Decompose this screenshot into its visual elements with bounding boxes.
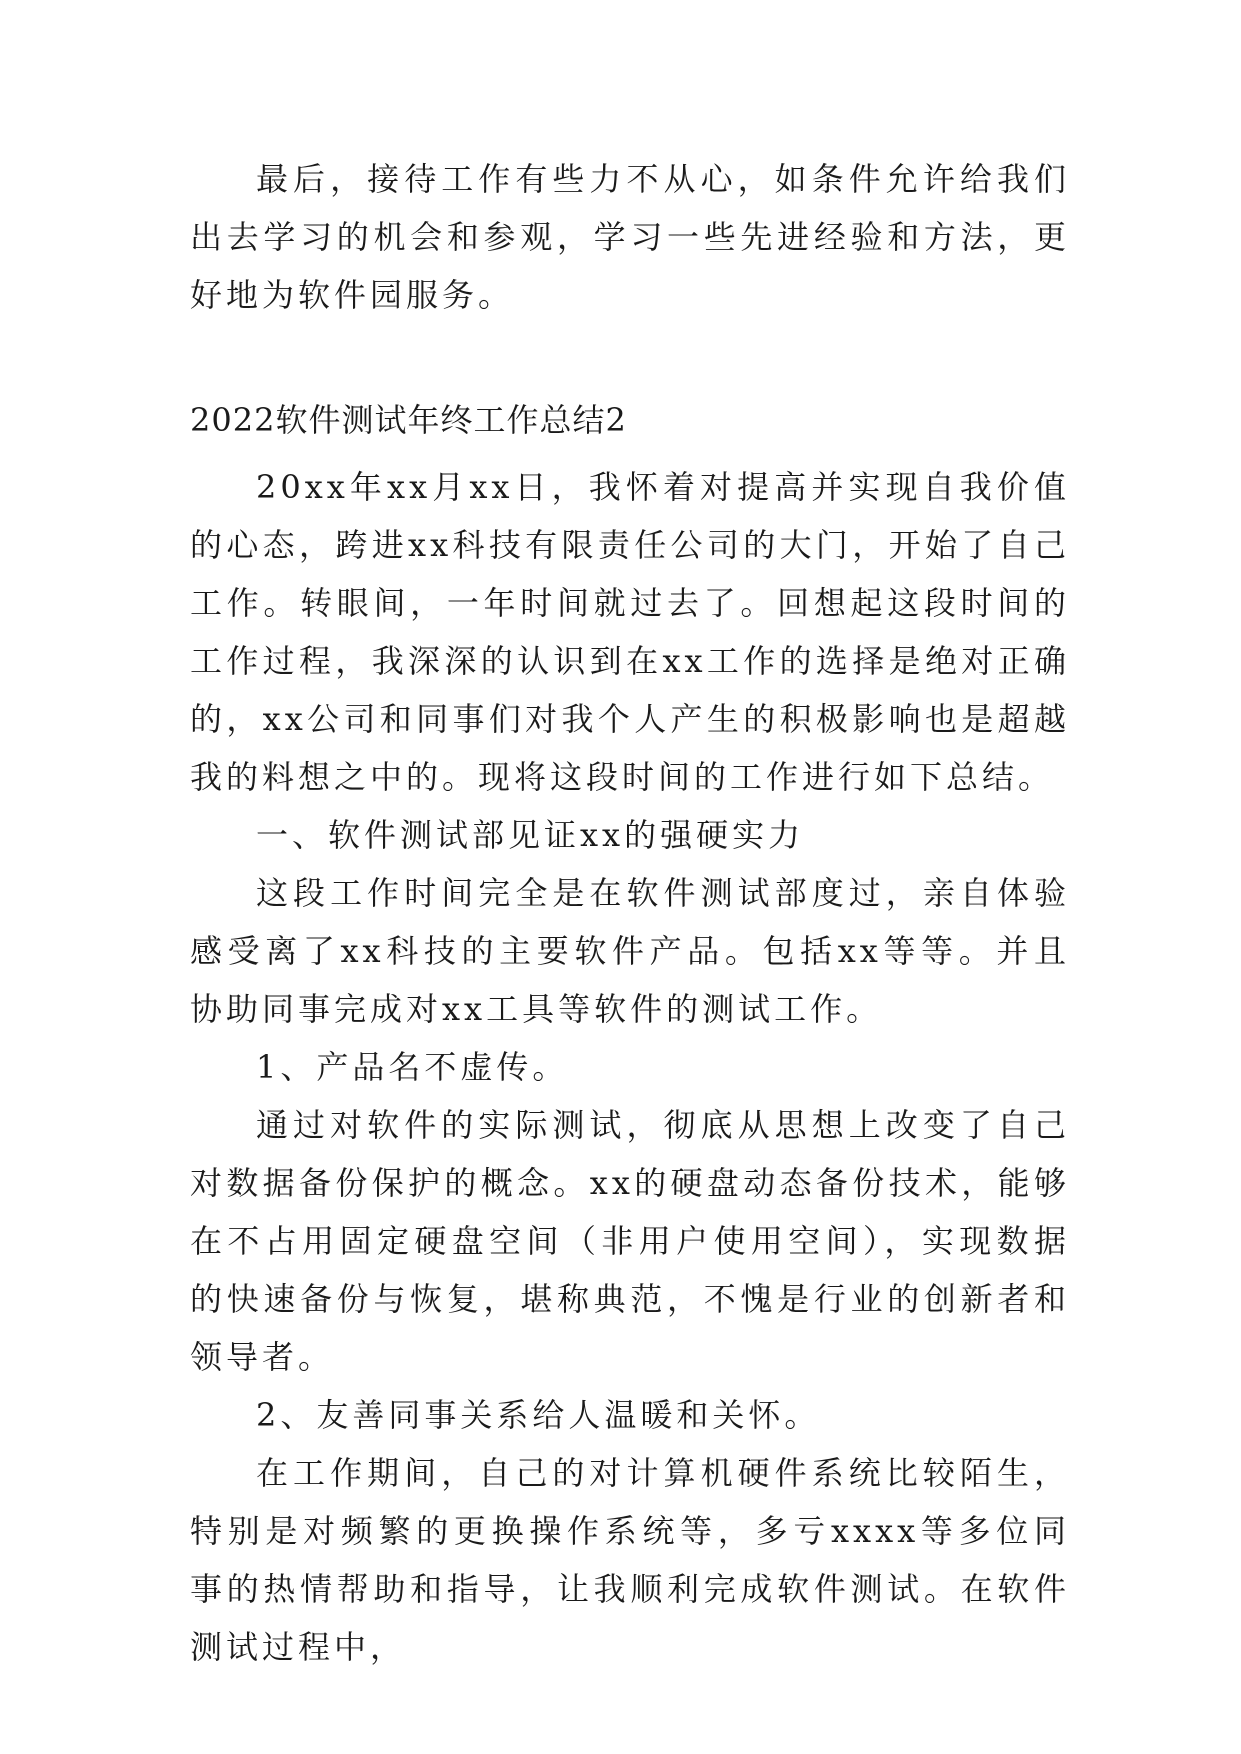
subheading-2: 2、友善同事关系给人温暖和关怀。: [256, 1396, 821, 1434]
section-title: 2022软件测试年终工作总结2: [190, 401, 627, 439]
section-heading-1: 一、软件测试部见证xx的强硬实力: [256, 816, 805, 854]
body-text-block: [190, 458, 1070, 1676]
body-paragraph: 在工作期间，自己的对计算机硬件系统比较陌生，特别是对频繁的更换操作系统等，多亏xxxx等多位同事的热情帮助和指导，让我顺利完成软件测试。在软件测试过程中，: [190, 1454, 1070, 1666]
body-paragraph: 这段工作时间完全是在软件测试部度过，亲自体验感受离了xx科技的主要软件产品。包括xx等等。并且协助同事完成对xx工具等软件的测试工作。: [190, 874, 1070, 1028]
closing-paragraph-block: [190, 150, 1070, 324]
subheading-1: 1、产品名不虚传。: [256, 1048, 569, 1086]
body-paragraph: 20xx年xx月xx日，我怀着对提高并实现自我价值的心态，跨进xx科技有限责任公司的大门，开始了自己工作。转眼间，一年时间就过去了。回想起这段时间的工作过程，我深深的认识到在xx工作的选择是绝对正确的，xx公司和同事们对我个人产生的积极影响也是超越我的料想之中的。现将这段时间的工作进行如下总结。: [190, 468, 1070, 796]
body-paragraph: 通过对软件的实际测试，彻底从思想上改变了自己对数据备份保护的概念。xx的硬盘动态备份技术，能够在不占用固定硬盘空间（非用户使用空间），实现数据的快速备份与恢复，堪称典范，不愧是行业的创新者和领导者。: [190, 1106, 1070, 1376]
closing-paragraph: 最后，接待工作有些力不从心，如条件允许给我们出去学习的机会和参观，学习一些先进经验和方法，更好地为软件园服务。: [190, 160, 1070, 314]
